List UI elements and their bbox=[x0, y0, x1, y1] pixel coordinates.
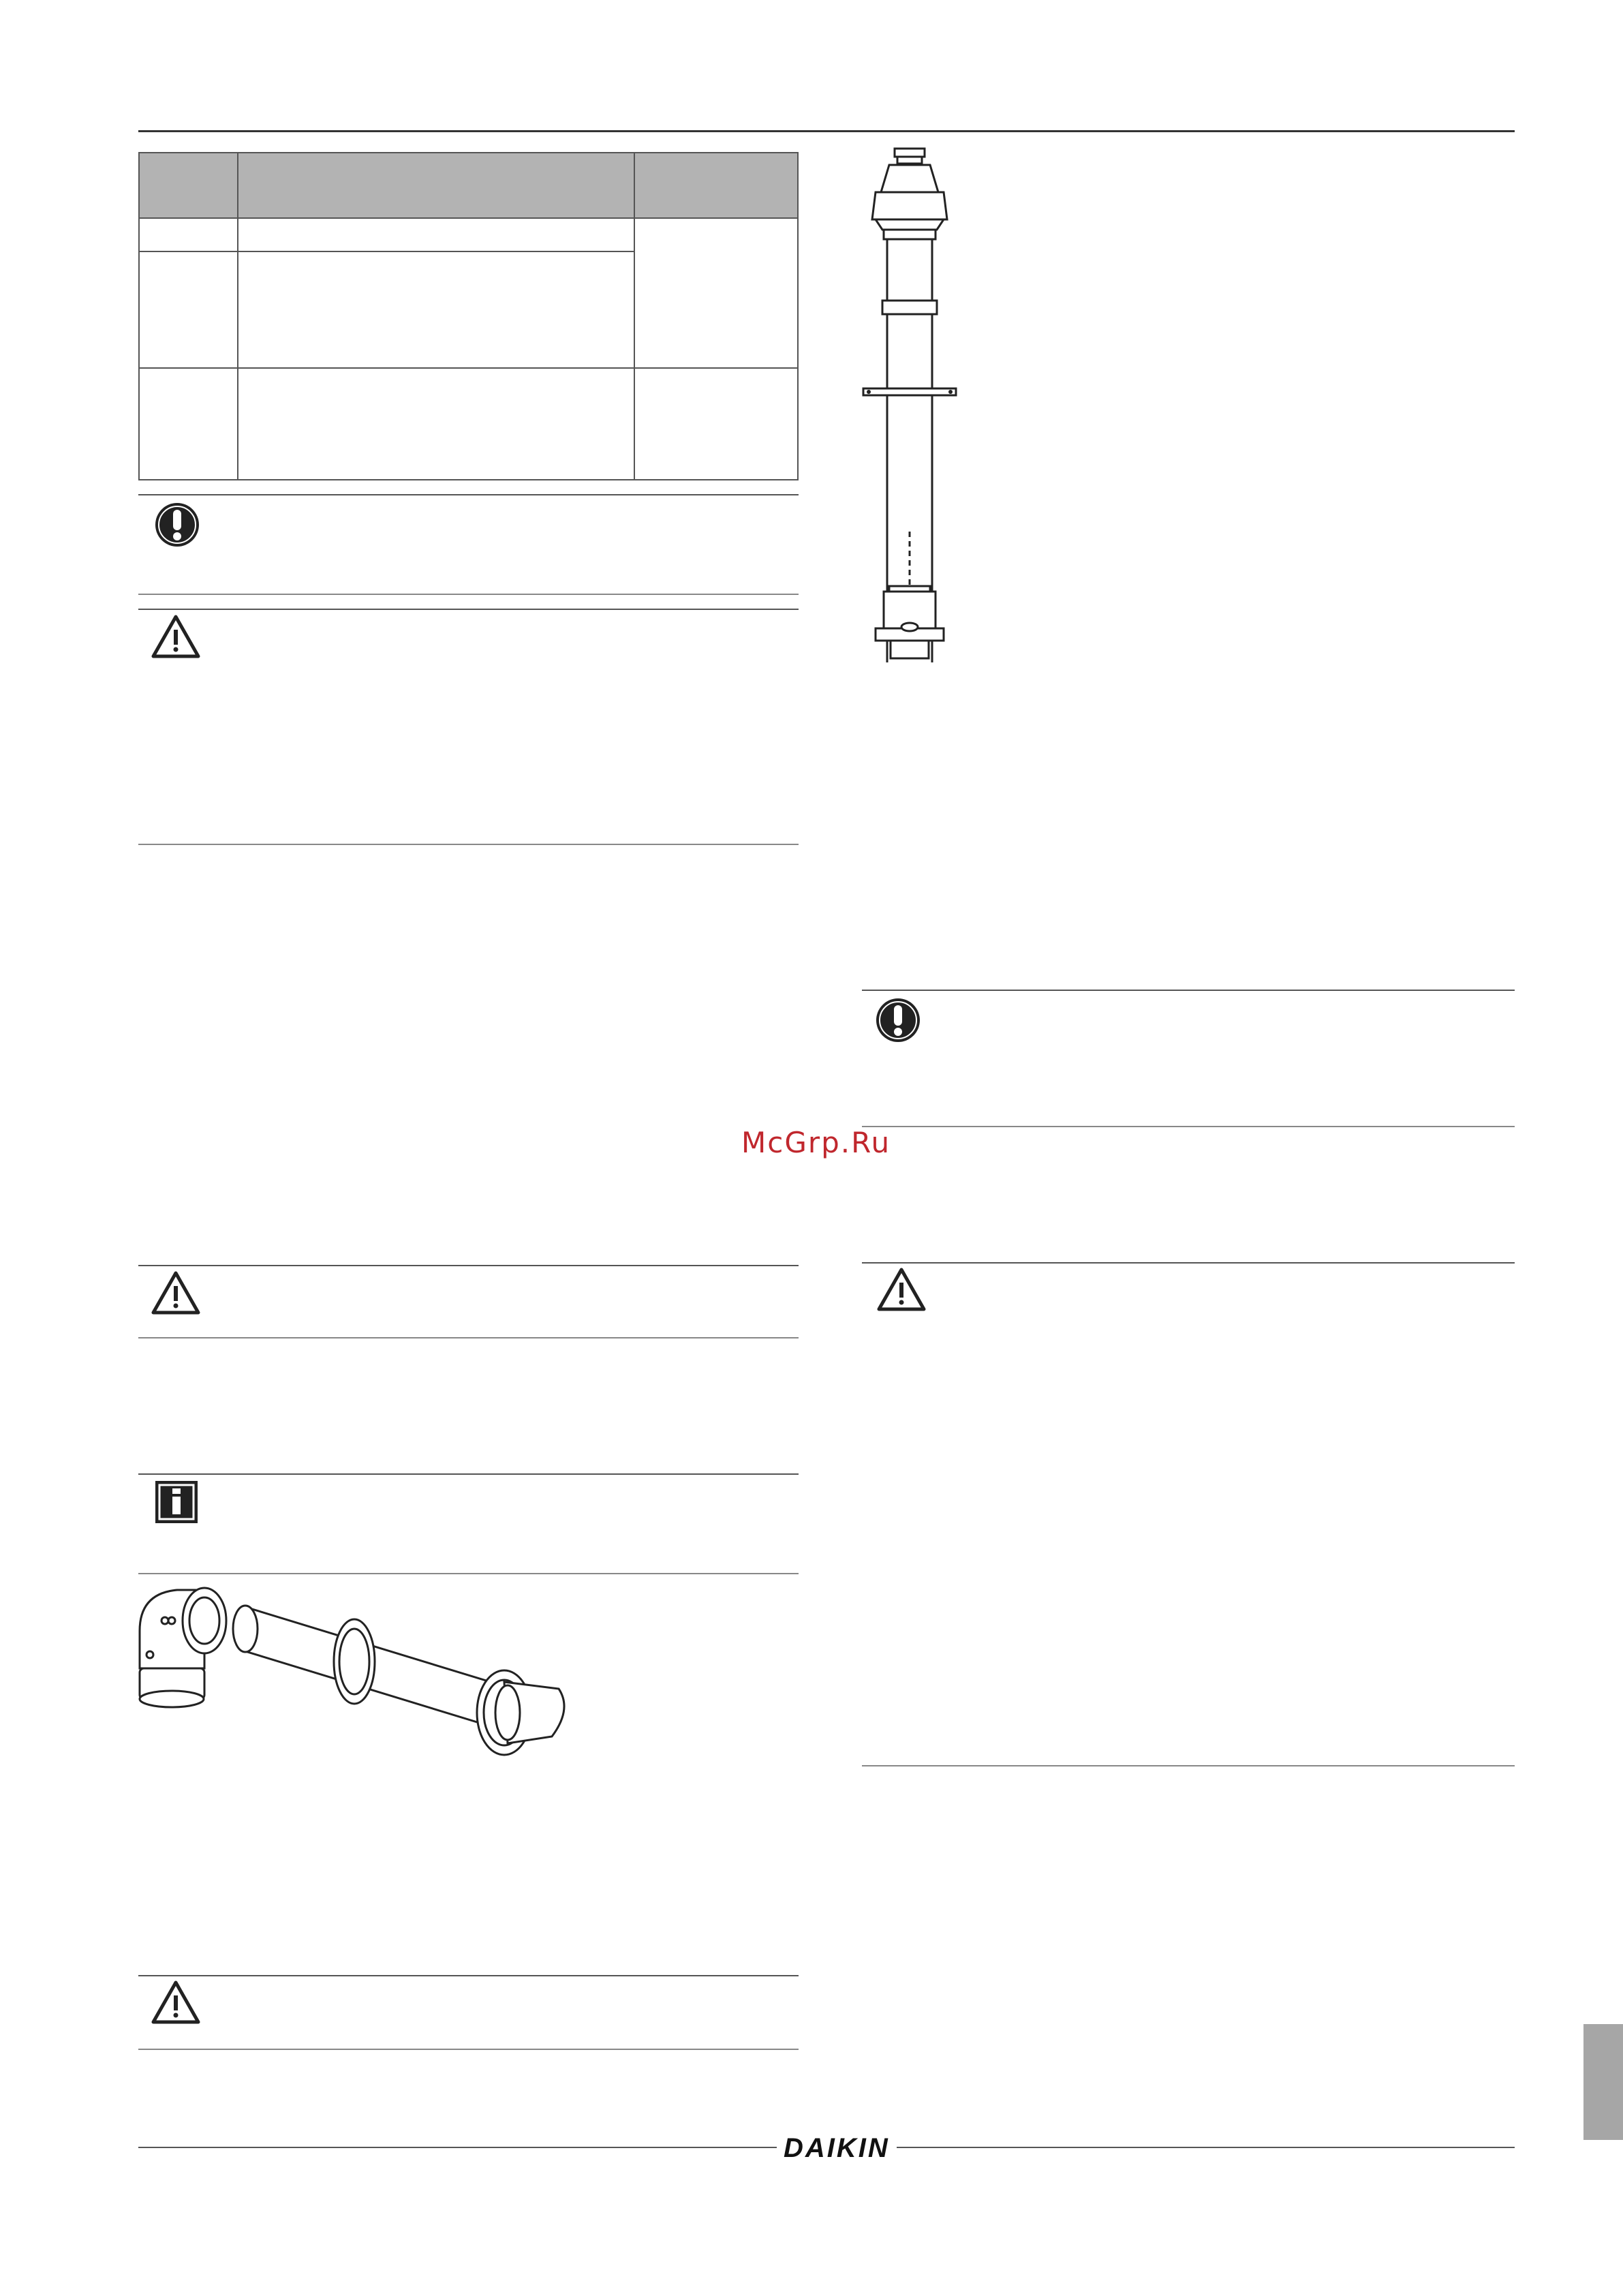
exclamation-circle-icon bbox=[874, 996, 922, 1044]
horizontal-flue-kit-illustration bbox=[136, 1580, 572, 1757]
table-row-divider bbox=[140, 367, 797, 369]
table-header-cell bbox=[635, 153, 799, 167]
warning-top-rule bbox=[862, 1262, 1515, 1264]
info-bottom-rule bbox=[138, 1573, 799, 1574]
table-row-divider bbox=[140, 217, 797, 219]
warning-top-rule bbox=[138, 609, 799, 610]
warning-bottom-rule bbox=[138, 844, 799, 845]
notice-top-rule bbox=[862, 990, 1515, 991]
warning-top-rule bbox=[138, 1975, 799, 1976]
vertical-flue-adapter-illustration bbox=[855, 532, 964, 661]
table-column-divider bbox=[634, 153, 635, 479]
warning-bottom-rule bbox=[862, 1765, 1515, 1766]
warning-top-rule bbox=[138, 1265, 799, 1266]
warning-triangle-icon bbox=[151, 615, 200, 658]
notice-top-rule bbox=[138, 494, 799, 495]
table-header-cell bbox=[238, 153, 634, 167]
notice-bottom-rule bbox=[138, 594, 799, 595]
table-column-divider bbox=[237, 153, 238, 479]
exclamation-circle-icon bbox=[153, 501, 201, 549]
chapter-side-tab bbox=[1583, 2024, 1623, 2140]
header-rule bbox=[138, 130, 1515, 132]
warning-triangle-icon bbox=[151, 1980, 200, 2024]
warning-bottom-rule bbox=[138, 1337, 799, 1338]
table-header-cell bbox=[140, 153, 237, 167]
table-row-divider bbox=[140, 251, 634, 252]
warning-triangle-icon bbox=[877, 1268, 926, 1311]
spec-table bbox=[138, 152, 799, 480]
notice-bottom-rule bbox=[862, 1126, 1515, 1127]
info-top-rule bbox=[138, 1473, 799, 1475]
information-icon bbox=[153, 1479, 200, 1525]
warning-bottom-rule bbox=[138, 2049, 799, 2050]
daikin-logo: DAIKIN bbox=[777, 2133, 897, 2164]
warning-triangle-icon bbox=[151, 1271, 200, 1315]
watermark: McGrp.Ru bbox=[741, 1126, 891, 1159]
